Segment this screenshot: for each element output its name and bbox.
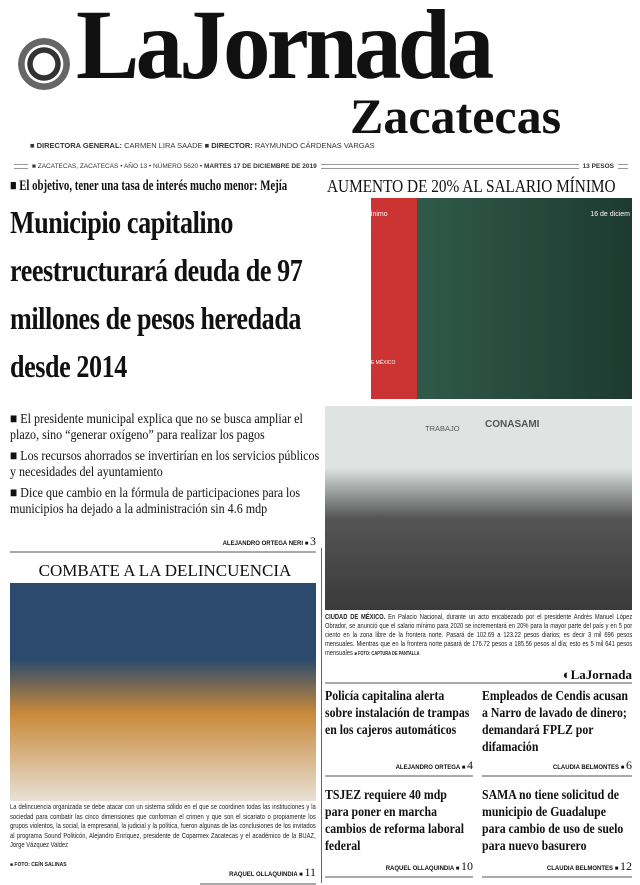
sun-logo-icon xyxy=(18,38,70,90)
story-card[interactable]: TSJEZ requiere 40 mdp para poner en marcha cambios de reforma laboral federal RAQUEL OLLAQUINDIA ■ 10 xyxy=(325,787,473,878)
lead-kicker: ■ El objetivo, tener una tasa de interés mucho menor: Mejía xyxy=(10,178,288,194)
masthead-title: LaJornada xyxy=(76,0,491,100)
staff-line: ■ DIRECTORA GENERAL: CARMEN LIRA SAADE ■ DIRECTOR: RAYMUNDO CÁRDENAS VARGAS xyxy=(30,141,375,150)
masthead-edition: Zacatecas xyxy=(350,88,562,144)
story-card[interactable]: Policía capitalina alerta sobre instalación de trampas en los cajeros automáticos ALEJANDRO ORTEGA ■ 4 xyxy=(325,688,473,777)
dateline: ■ ZACATECAS, ZACATECAS • AÑO 13 • NÚMERO 5620 • MARTES 17 DE DICIEMBRE DE 2019 13 PESOS xyxy=(10,160,632,172)
story-card[interactable]: SAMA no tiene solicitud de municipio de Guadalupe para cambio de uso de suelo para nuevo basurero CLAUDIA BELMONTES ■ 12 xyxy=(482,787,632,878)
salario-title: AUMENTO DE 20% AL SALARIO MÍNIMO xyxy=(327,176,616,196)
story-card[interactable]: Empleados de Cendis acusan a Narro de lavado de dinero; demandará FPLZ por difamación CLAUDIA BELMONTES ■ 6 xyxy=(482,688,632,777)
lead-bullets: ■ El presidente municipal explica que no se busca ampliar el plazo, sino “generar oxígeno” para realizar los pagos ■ Los recursos ahorrados se invertirían en los servicios públicos y necesidades del ayuntamiento ■ Dice que cambio en la fórmula de participaciones para los municipios ha dejado a la administración sin 4.6 mdp xyxy=(10,412,320,517)
salario-photo-1: #SalarioMínimo 16 de diciem GOBIERNO DE MÉXICO xyxy=(325,198,632,399)
lajornada-logo: ◐LaJornada xyxy=(325,668,632,684)
delincuencia-credit: ■ FOTO: CEÍN SALINAS xyxy=(10,862,67,868)
salario-caption: CIUDAD DE MÉXICO. En Palacio Nacional, durante un acto encabezado por el presidente Andrés Manuel López Obrador, se anunció que el salario mínimo para 2020 se incrementará en 20% para la mayor parte del país y en 5 por ciento en la zona libre de la frontera norte. Pasará de 102.69 a 123.22 pesos diarios; es decir 3 mil 696 pesos mensuales. Mientras que en la frontera norte pasará de 176.72 pesos a 185.56 pesos al día; esto es 5 mil 641 pesos mensuales ■ FOTO: CAPTURA DE PANTALLA xyxy=(325,612,633,657)
salario-photo-2: TRABAJO CONASAMI xyxy=(325,406,632,610)
delincuencia-caption: La delincuencia organizada se debe atacar con un sistema sólido en el que se coordinen todas las instituciones y la sociedad para combatir las cinco dimensiones que conforman el crimen y que son el sicariato o propiamente los grupos violentos, la social, la empresarial, la judicial y la política, fueron algunas de las conclusiones de los invitados al programa Sound Politicón, Alejandro Enríquez, presidente de Coparmex Zacatecas y el académico de la BUAZ, Jorge Vázquez Valdez xyxy=(10,802,316,849)
lead-headline[interactable]: Municipio capitalino reestructurará deuda de 97 millones de pesos heredada desde 2014 xyxy=(10,204,303,384)
lead-byline: ALEJANDRO ORTEGA NERI ■ 3 xyxy=(10,534,316,553)
delincuencia-photo xyxy=(10,583,316,801)
column-divider xyxy=(321,548,322,883)
delincuencia-title: COMBATE A LA DELINCUENCIA xyxy=(38,561,292,580)
delincuencia-byline: RAQUEL OLLAQUINDIA ■ 11 xyxy=(200,866,316,885)
